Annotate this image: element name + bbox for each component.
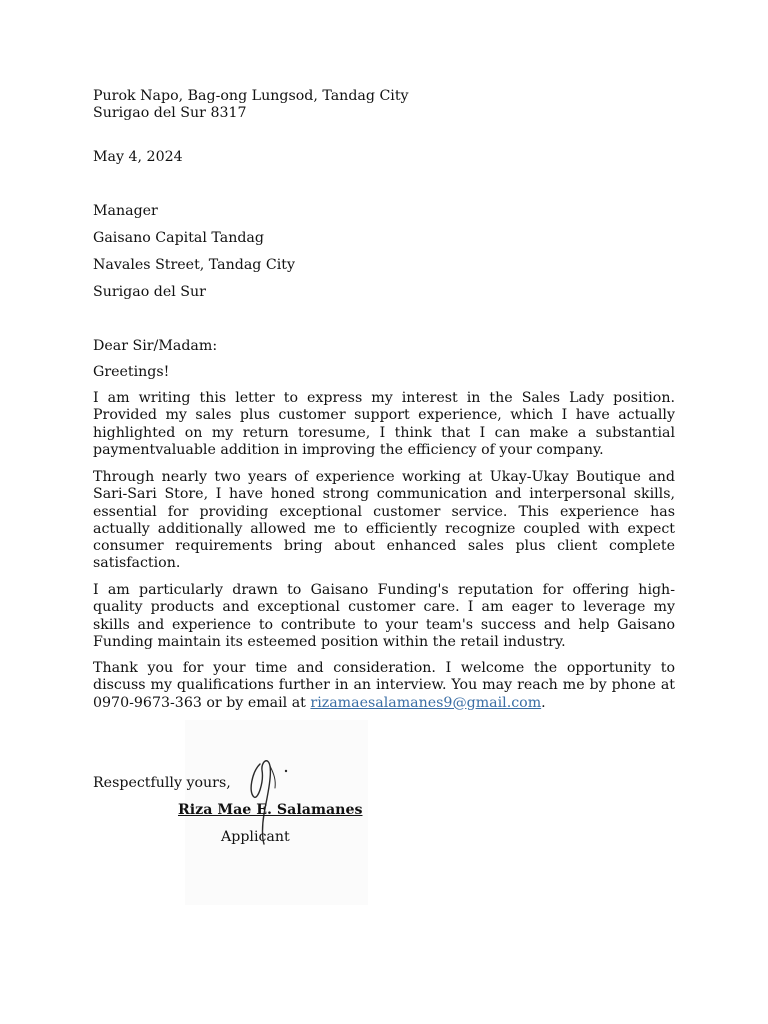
sender-address-line2: Surigao del Sur 8317 — [93, 105, 247, 121]
recipient-title: Manager — [93, 203, 158, 219]
closing: Respectfully yours, — [93, 775, 231, 791]
greeting: Greetings! — [93, 364, 170, 380]
paragraph-4-end: . — [541, 694, 546, 711]
body-paragraph-4 — [93, 660, 675, 712]
recipient-province: Surigao del Sur — [93, 284, 206, 300]
sender-address-line1: Purok Napo, Bag-ong Lungsod, Tandag City — [93, 88, 409, 104]
body-paragraph-1: I am writing this letter to express my interest in the Sales Lady position. Provided my sales plus customer support experience, which I have actually highlighted on my return toresume, I think that I can make a substantial paymentvaluable addition in improving the efficiency of your company. — [93, 390, 675, 458]
body-paragraph-2: Through nearly two years of experience working at Ukay-Ukay Boutique and Sari-Sari Store, I have honed strong communication and interpersonal skills, essential for providing exceptional customer service. This experience has actually additionally allowed me to efficiently recognize coupled with expect consumer requirements bring about enhanced sales plus client complete satisfaction. — [93, 469, 675, 572]
recipient-company: Gaisano Capital Tandag — [93, 230, 264, 246]
letter-date: May 4, 2024 — [93, 149, 183, 165]
salutation: Dear Sir/Madam: — [93, 338, 218, 354]
signatory-role: Applicant — [221, 829, 290, 845]
signatory-name: Riza Mae E. Salamanes — [178, 802, 363, 818]
recipient-street: Navales Street, Tandag City — [93, 257, 295, 273]
body-paragraph-3: I am particularly drawn to Gaisano Funding's reputation for offering high-quality products and exceptional customer care. I am eager to leverage my skills and experience to contribute to your team's success and help Gaisano Funding maintain its esteemed position within the retail industry. — [93, 582, 675, 650]
paragraph-4-text: Thank you for your time and consideration. I welcome the opportunity to discuss my qualifications further in an interview. You may reach me by phone at 0970-9673-363 or by email at — [93, 660, 675, 711]
email-link[interactable]: rizamaesalamanes9@gmail.com — [310, 694, 542, 711]
